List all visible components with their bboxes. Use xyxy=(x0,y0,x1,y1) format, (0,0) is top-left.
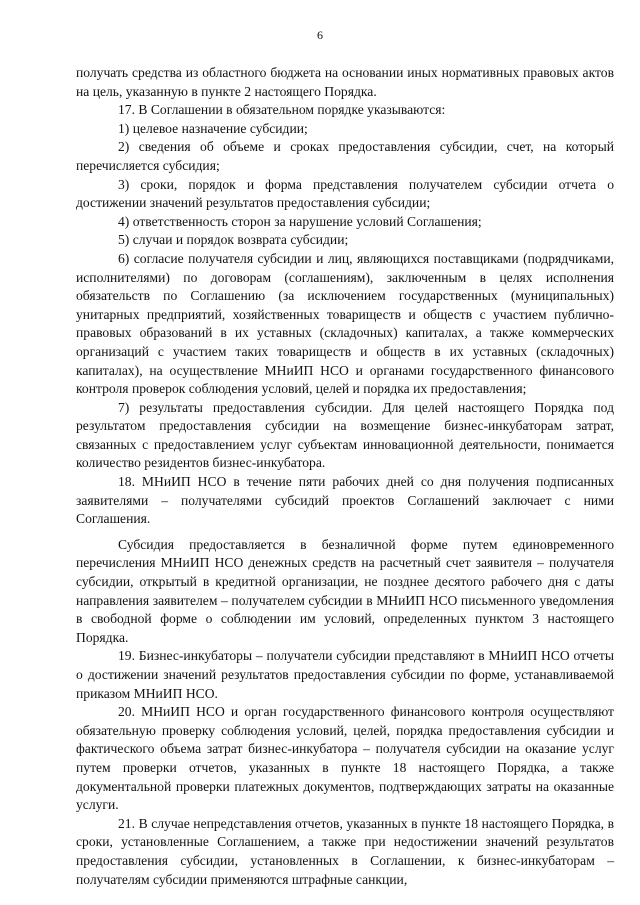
paragraph-item-6: 6) согласие получателя субсидии и лиц, являющихся поставщиками (подрядчиками, исполнителями) по договорам (соглашениям), заключенным в целях исполнения обязательств по Соглашению (за исключением государственных (муниципальных) унитарных предприятий, хозяйственных товариществ и обществ с участием публично-правовых образований в их уставных (складочных) капиталах, а также коммерческих организаций с участием таких товариществ и обществ в их уставных (складочных) капиталах), на осуществление МНиИП НСО и органами государственного финансового контроля проверок соблюдения условий, целей и порядка их предоставления; xyxy=(76,250,614,397)
paragraph-clause-21: 21. В случае непредставления отчетов, указанных в пункте 18 настоящего Порядка, в сроки, установленные Соглашением, а также при недостижении значений результатов предоставления субсидии, установленных в Соглашении, к бизнес-инкубаторам – получателям субсидии применяются штрафные санкции, xyxy=(76,815,614,887)
document-body xyxy=(76,64,614,889)
paragraph-subsidy-transfer: Субсидия предоставляется в безналичной форме путем единовременного перечисления МНиИП НСО денежных средств на расчетный счет заявителя – получателя субсидии, открытый в кредитной организации, не позднее десятого рабочего дня с даты направления заявителем – получателем субсидии в МНиИП НСО письменного уведомления в свободной форме о соблюдении им условий, определенных пунктом 3 настоящего Порядка. xyxy=(76,536,614,645)
paragraph-item-1: 1) целевое назначение субсидии; xyxy=(118,120,308,136)
paragraph-item-7: 7) результаты предоставления субсидии. Для целей настоящего Порядка под результатом предоставления субсидии на возмещение бизнес-инкубаторам затрат, связанных с предоставлением услуг субъектам инновационной деятельности, понимается количество резидентов бизнес-инкубатора. xyxy=(76,399,614,471)
paragraph-item-5: 5) случаи и порядок возврата субсидии; xyxy=(118,232,349,248)
paragraph-item-4: 4) ответственность сторон за нарушение условий Соглашения; xyxy=(118,213,482,229)
paragraph-clause-20: 20. МНиИП НСО и орган государственного финансового контроля осуществляют обязательную проверку соблюдения условий, целей, порядка предоставления субсидии и фактического объема затрат бизнес-инкубатора – получателя субсидии на оказание услуг путем проверки отчетов, указанных в пункте 18 настоящего Порядка, а также документальной проверки платежных документов, подтверждающих затраты на оказанные услуги. xyxy=(76,704,614,813)
paragraph-item-3: 3) сроки, порядок и форма представления получателем субсидии отчета о достижении значений результатов предоставления субсидии; xyxy=(76,176,614,211)
paragraph-continuation: получать средства из областного бюджета на основании иных нормативных правовых актов на цель, указанную в пункте 2 настоящего Порядка. xyxy=(76,65,614,99)
paragraph-clause-17: 17. В Соглашении в обязательном порядке указываются: xyxy=(118,102,446,118)
page-number: 6 xyxy=(317,28,323,42)
paragraph-clause-19: 19. Бизнес-инкубаторы – получатели субсидии представляют в МНиИП НСО отчеты о достижении значений результатов предоставления субсидии по форме, устанавливаемой приказом МНиИП НСО. xyxy=(76,648,614,701)
paragraph-clause-18: 18. МНиИП НСО в течение пяти рабочих дней со дня получения подписанных заявителями – получателями субсидий проектов Соглашений заключает с ними Соглашения. xyxy=(76,474,614,527)
paragraph-item-2: 2) сведения об объеме и сроках предоставления субсидии, счет, на который перечисляется субсидия; xyxy=(76,139,614,173)
